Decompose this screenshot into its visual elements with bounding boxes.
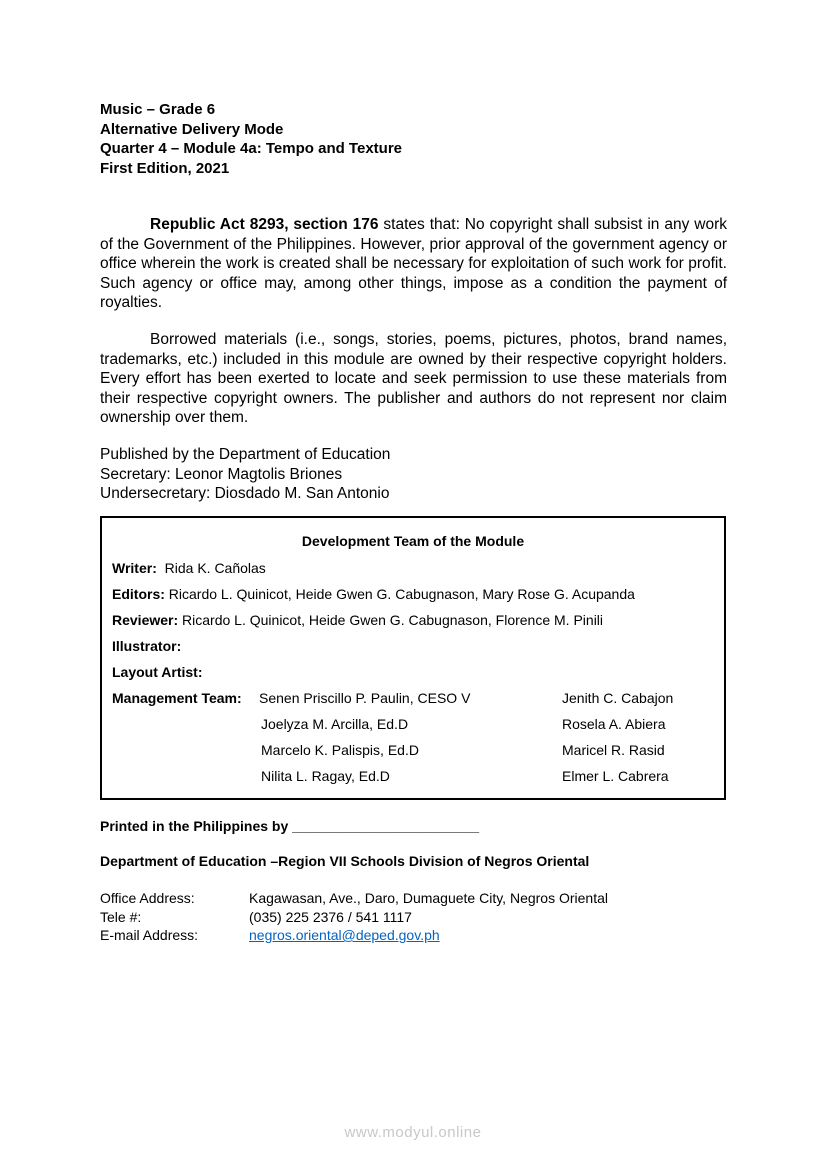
copyright-paragraph <box>100 215 727 313</box>
copyright-law-ref: Republic Act 8293, section 176 <box>150 216 379 233</box>
reviewer-names: Ricardo L. Quinicot, Heide Gwen G. Cabugnason, Florence M. Pinili <box>182 612 604 628</box>
illustrator-row <box>112 638 181 654</box>
management-left-4: Nilita L. Ragay, Ed.D <box>261 768 390 784</box>
editors-row <box>112 586 635 602</box>
copyright-text: states that: No copyright shall subsist in any work of the Government of the Philippines. However, prior approval of the government agency or office wherein the work is created shall be necessary for exploitation of such work for profit. Such agency or office may, among other things, impose as a condition the payment of royalties. <box>100 216 727 311</box>
email-link[interactable]: negros.oriental@deped.gov.ph <box>249 927 440 943</box>
office-address: Kagawasan, Ave., Daro, Dumaguete City, Negros Oriental <box>249 890 608 906</box>
office-address-row <box>100 889 608 907</box>
editors-label: Editors: <box>112 586 165 602</box>
reviewer-row <box>112 612 603 628</box>
management-left-3: Marcelo K. Palispis, Ed.D <box>261 742 419 758</box>
delivery-mode: Alternative Delivery Mode <box>100 120 284 138</box>
management-right-3: Maricel R. Rasid <box>562 742 665 758</box>
printed-by: Printed in the Philippines by ________________________ <box>100 818 479 834</box>
published-by: Published by the Department of Education <box>100 446 391 463</box>
module-title: Quarter 4 – Module 4a: Tempo and Texture <box>100 140 403 157</box>
layout-artist-row <box>112 664 202 680</box>
borrowed-text: Borrowed materials (i.e., songs, stories, poems, pictures, photos, brand names, trademarks, etc.) included in this module are owned by their respective copyright holders. Every effort has been exerted to locate and seek permission to use these materials from their respective copyright owners. The publisher and authors do not represent nor claim ownership over them. <box>100 331 727 426</box>
writer-row <box>112 560 266 576</box>
management-label: Management Team: <box>112 690 242 706</box>
team-title: Development Team of the Module <box>301 533 525 549</box>
reviewer-label: Reviewer: <box>112 612 179 628</box>
management-right-4: Elmer L. Cabrera <box>562 768 669 784</box>
module-title-block <box>100 100 402 178</box>
management-left-2: Joelyza M. Arcilla, Ed.D <box>261 716 409 732</box>
watermark: www.modyul.online <box>344 1124 482 1141</box>
publisher-info <box>100 445 390 504</box>
email-row <box>100 926 440 944</box>
management-left-1: Senen Priscillo P. Paulin, CESO V <box>259 690 471 706</box>
layout-artist-label: Layout Artist: <box>112 664 203 680</box>
office-address-label: Office Address: <box>100 890 195 906</box>
editors-names: Ricardo L. Quinicot, Heide Gwen G. Cabugnason, Mary Rose G. Acupanda <box>168 586 635 602</box>
management-right-2: Rosela A. Abiera <box>562 716 666 732</box>
management-row <box>112 690 242 706</box>
subject-grade: Music – Grade 6 <box>100 101 216 118</box>
writer-label: Writer: <box>112 560 157 576</box>
telephone-row <box>100 908 412 926</box>
telephone-label: Tele #: <box>100 909 142 925</box>
division-name: Department of Education –Region VII Schools Division of Negros Oriental <box>100 853 590 869</box>
development-team-box <box>100 516 726 800</box>
borrowed-materials-paragraph <box>100 330 727 428</box>
illustrator-label: Illustrator: <box>112 638 182 654</box>
management-right-1: Jenith C. Cabajon <box>562 690 674 706</box>
secretary: Secretary: Leonor Magtolis Briones <box>100 465 343 483</box>
writer-name: Rida K. Cañolas <box>164 560 266 576</box>
edition: First Edition, 2021 <box>100 159 230 177</box>
email-label: E-mail Address: <box>100 927 199 943</box>
undersecretary: Undersecretary: Diosdado M. San Antonio <box>100 485 390 502</box>
telephone-number: (035) 225 2376 / 541 1117 <box>249 909 412 925</box>
